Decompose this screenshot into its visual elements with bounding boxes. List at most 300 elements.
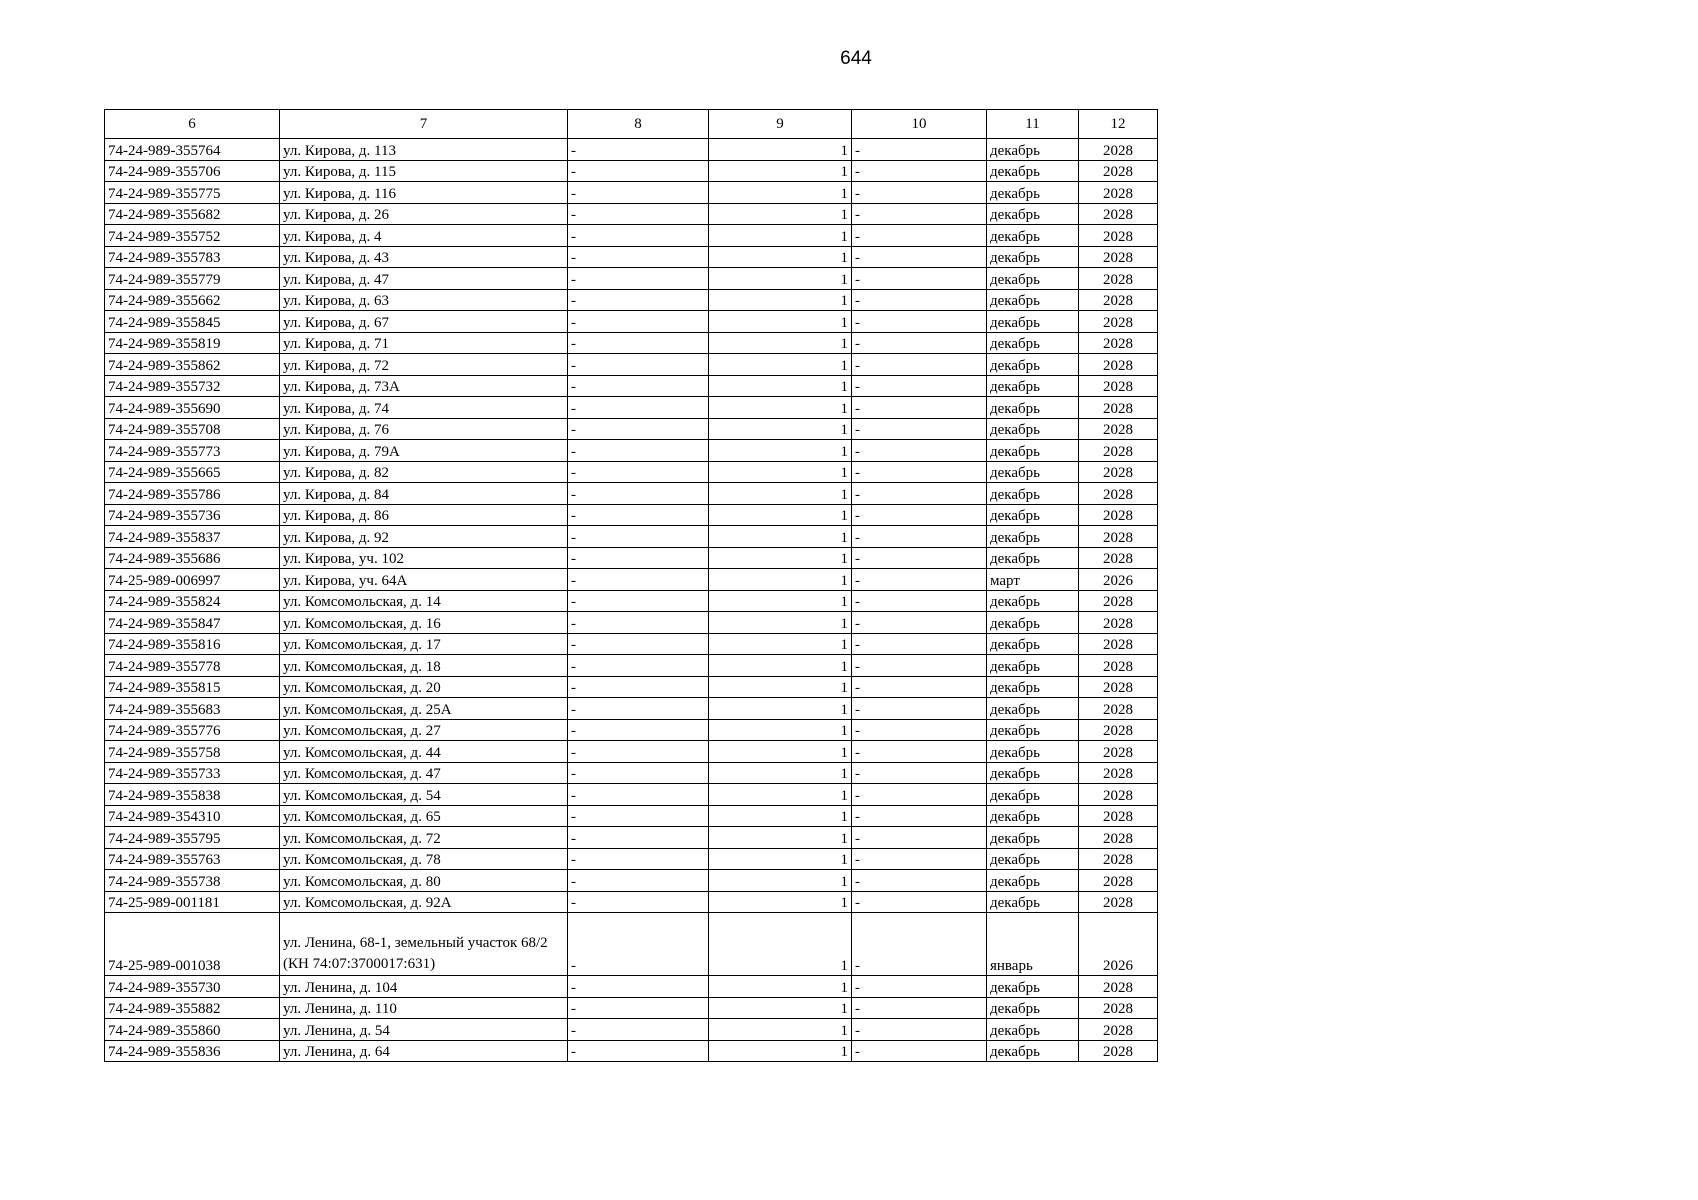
month-cell: декабрь: [987, 1019, 1079, 1041]
address-cell: ул. Комсомольская, д. 54: [280, 784, 568, 806]
count-cell: 1: [709, 655, 852, 677]
cadastral-number-cell: 74-24-989-355882: [105, 997, 280, 1019]
cadastral-number-cell: 74-24-989-355778: [105, 655, 280, 677]
year-cell: 2028: [1079, 612, 1158, 634]
address-cell: ул. Комсомольская, д. 92А: [280, 891, 568, 913]
year-cell: 2028: [1079, 1040, 1158, 1062]
cadastral-number-cell: 74-24-989-355752: [105, 225, 280, 247]
col8-cell: -: [568, 332, 709, 354]
count-cell: 1: [709, 612, 852, 634]
col8-cell: -: [568, 182, 709, 204]
year-cell: 2028: [1079, 719, 1158, 741]
month-cell: декабрь: [987, 504, 1079, 526]
col10-cell: -: [852, 504, 987, 526]
address-cell: ул. Кирова, д. 82: [280, 461, 568, 483]
table-row: [105, 784, 1158, 806]
col8-cell: -: [568, 526, 709, 548]
table-row: [105, 848, 1158, 870]
year-cell: 2028: [1079, 976, 1158, 998]
table-row: [105, 160, 1158, 182]
month-cell: декабрь: [987, 976, 1079, 998]
col8-cell: -: [568, 997, 709, 1019]
address-cell: ул. Кирова, уч. 64А: [280, 569, 568, 591]
year-cell: 2028: [1079, 698, 1158, 720]
table-row: [105, 182, 1158, 204]
year-cell: 2028: [1079, 440, 1158, 462]
address-cell: ул. Кирова, д. 74: [280, 397, 568, 419]
address-cell: ул. Кирова, уч. 102: [280, 547, 568, 569]
year-cell: 2026: [1079, 569, 1158, 591]
count-cell: 1: [709, 311, 852, 333]
month-cell: январь: [987, 913, 1079, 976]
table-row: [105, 354, 1158, 376]
col8-cell: -: [568, 397, 709, 419]
month-cell: декабрь: [987, 182, 1079, 204]
address-cell: ул. Ленина, д. 104: [280, 976, 568, 998]
count-cell: 1: [709, 440, 852, 462]
table-row: [105, 504, 1158, 526]
cadastral-number-cell: 74-24-989-355779: [105, 268, 280, 290]
col8-cell: -: [568, 461, 709, 483]
address-cell: ул. Комсомольская, д. 44: [280, 741, 568, 763]
count-cell: 1: [709, 354, 852, 376]
count-cell: 1: [709, 633, 852, 655]
col8-cell: -: [568, 719, 709, 741]
month-cell: декабрь: [987, 590, 1079, 612]
month-cell: декабрь: [987, 160, 1079, 182]
table-row: [105, 526, 1158, 548]
address-cell: ул. Кирова, д. 84: [280, 483, 568, 505]
cadastral-number-cell: 74-24-989-355838: [105, 784, 280, 806]
count-cell: 1: [709, 569, 852, 591]
year-cell: 2028: [1079, 1019, 1158, 1041]
count-cell: 1: [709, 483, 852, 505]
table-row: [105, 483, 1158, 505]
col10-cell: -: [852, 976, 987, 998]
cadastral-number-cell: 74-24-989-355706: [105, 160, 280, 182]
col10-cell: -: [852, 354, 987, 376]
year-cell: 2028: [1079, 997, 1158, 1019]
month-cell: декабрь: [987, 375, 1079, 397]
table-row: [105, 590, 1158, 612]
year-cell: 2028: [1079, 160, 1158, 182]
year-cell: 2028: [1079, 633, 1158, 655]
address-cell: ул. Кирова, д. 47: [280, 268, 568, 290]
cadastral-number-cell: 74-25-989-001038: [105, 913, 280, 976]
count-cell: 1: [709, 160, 852, 182]
month-cell: декабрь: [987, 311, 1079, 333]
address-cell: ул. Комсомольская, д. 16: [280, 612, 568, 634]
month-cell: декабрь: [987, 354, 1079, 376]
cadastral-number-cell: 74-24-989-355773: [105, 440, 280, 462]
col8-cell: -: [568, 418, 709, 440]
address-cell: ул. Кирова, д. 115: [280, 160, 568, 182]
year-cell: 2028: [1079, 461, 1158, 483]
address-cell: ул. Кирова, д. 72: [280, 354, 568, 376]
year-cell: 2028: [1079, 805, 1158, 827]
col10-cell: -: [852, 848, 987, 870]
col8-cell: -: [568, 827, 709, 849]
col8-cell: -: [568, 913, 709, 976]
col8-cell: -: [568, 1040, 709, 1062]
col10-cell: -: [852, 397, 987, 419]
table-row: [105, 547, 1158, 569]
col10-cell: -: [852, 440, 987, 462]
header-cell: 6: [105, 110, 280, 139]
month-cell: декабрь: [987, 139, 1079, 161]
month-cell: декабрь: [987, 440, 1079, 462]
col10-cell: -: [852, 762, 987, 784]
col8-cell: -: [568, 633, 709, 655]
address-cell: ул. Комсомольская, д. 27: [280, 719, 568, 741]
cadastral-number-cell: 74-24-989-355764: [105, 139, 280, 161]
col10-cell: -: [852, 612, 987, 634]
table-row: [105, 461, 1158, 483]
table-row: [105, 633, 1158, 655]
year-cell: 2028: [1079, 375, 1158, 397]
registry-table: [104, 109, 1158, 1062]
cadastral-number-cell: 74-24-989-355847: [105, 612, 280, 634]
address-cell: ул. Кирова, д. 76: [280, 418, 568, 440]
table-row: [105, 976, 1158, 998]
col8-cell: -: [568, 225, 709, 247]
address-cell: ул. Ленина, 68-1, земельный участок 68/2 (КН 74:07:3700017:631): [280, 913, 568, 976]
year-cell: 2028: [1079, 203, 1158, 225]
count-cell: 1: [709, 891, 852, 913]
col8-cell: -: [568, 976, 709, 998]
table-row: [105, 332, 1158, 354]
cadastral-number-cell: 74-24-989-355776: [105, 719, 280, 741]
col10-cell: -: [852, 246, 987, 268]
col8-cell: -: [568, 655, 709, 677]
count-cell: 1: [709, 997, 852, 1019]
col10-cell: -: [852, 913, 987, 976]
year-cell: 2028: [1079, 526, 1158, 548]
col10-cell: -: [852, 827, 987, 849]
count-cell: 1: [709, 526, 852, 548]
table-row: [105, 762, 1158, 784]
address-cell: ул. Ленина, д. 54: [280, 1019, 568, 1041]
address-cell: ул. Комсомольская, д. 18: [280, 655, 568, 677]
address-cell: ул. Кирова, д. 4: [280, 225, 568, 247]
table-row: [105, 375, 1158, 397]
month-cell: март: [987, 569, 1079, 591]
col8-cell: -: [568, 354, 709, 376]
year-cell: 2028: [1079, 741, 1158, 763]
col10-cell: -: [852, 1040, 987, 1062]
address-cell: ул. Ленина, д. 110: [280, 997, 568, 1019]
header-cell: 12: [1079, 110, 1158, 139]
address-cell: ул. Кирова, д. 67: [280, 311, 568, 333]
count-cell: 1: [709, 225, 852, 247]
cadastral-number-cell: 74-24-989-355682: [105, 203, 280, 225]
col10-cell: -: [852, 311, 987, 333]
header-cell: 9: [709, 110, 852, 139]
year-cell: 2028: [1079, 418, 1158, 440]
month-cell: декабрь: [987, 997, 1079, 1019]
count-cell: 1: [709, 590, 852, 612]
col10-cell: -: [852, 870, 987, 892]
cadastral-number-cell: 74-24-989-355758: [105, 741, 280, 763]
count-cell: 1: [709, 976, 852, 998]
col10-cell: -: [852, 1019, 987, 1041]
count-cell: 1: [709, 375, 852, 397]
cadastral-number-cell: 74-24-989-355815: [105, 676, 280, 698]
year-cell: 2028: [1079, 354, 1158, 376]
count-cell: 1: [709, 139, 852, 161]
header-cell: 11: [987, 110, 1079, 139]
count-cell: 1: [709, 676, 852, 698]
month-cell: декабрь: [987, 203, 1079, 225]
cadastral-number-cell: 74-24-989-355733: [105, 762, 280, 784]
count-cell: 1: [709, 203, 852, 225]
address-cell: ул. Комсомольская, д. 65: [280, 805, 568, 827]
address-cell: ул. Кирова, д. 63: [280, 289, 568, 311]
header-cell: 7: [280, 110, 568, 139]
col8-cell: -: [568, 698, 709, 720]
month-cell: декабрь: [987, 784, 1079, 806]
count-cell: 1: [709, 397, 852, 419]
address-cell: ул. Комсомольская, д. 20: [280, 676, 568, 698]
month-cell: декабрь: [987, 225, 1079, 247]
col10-cell: -: [852, 418, 987, 440]
table-row: [105, 719, 1158, 741]
table-row: [105, 698, 1158, 720]
table-row: [105, 676, 1158, 698]
month-cell: декабрь: [987, 418, 1079, 440]
table-row: [105, 268, 1158, 290]
year-cell: 2028: [1079, 139, 1158, 161]
year-cell: 2028: [1079, 547, 1158, 569]
month-cell: декабрь: [987, 870, 1079, 892]
col8-cell: -: [568, 440, 709, 462]
cadastral-number-cell: 74-24-989-355732: [105, 375, 280, 397]
cadastral-number-cell: 74-24-989-355783: [105, 246, 280, 268]
cadastral-number-cell: 74-24-989-355795: [105, 827, 280, 849]
month-cell: декабрь: [987, 289, 1079, 311]
count-cell: 1: [709, 762, 852, 784]
count-cell: 1: [709, 1040, 852, 1062]
cadastral-number-cell: 74-24-989-355837: [105, 526, 280, 548]
col8-cell: -: [568, 741, 709, 763]
table-row: [105, 741, 1158, 763]
address-cell: ул. Кирова, д. 26: [280, 203, 568, 225]
month-cell: декабрь: [987, 1040, 1079, 1062]
year-cell: 2026: [1079, 913, 1158, 976]
col10-cell: -: [852, 332, 987, 354]
cadastral-number-cell: 74-24-989-355708: [105, 418, 280, 440]
col8-cell: -: [568, 504, 709, 526]
month-cell: декабрь: [987, 698, 1079, 720]
month-cell: декабрь: [987, 483, 1079, 505]
col10-cell: -: [852, 997, 987, 1019]
year-cell: 2028: [1079, 332, 1158, 354]
month-cell: декабрь: [987, 332, 1079, 354]
count-cell: 1: [709, 805, 852, 827]
count-cell: 1: [709, 913, 852, 976]
count-cell: 1: [709, 268, 852, 290]
year-cell: 2028: [1079, 762, 1158, 784]
cadastral-number-cell: 74-24-989-354310: [105, 805, 280, 827]
col8-cell: -: [568, 784, 709, 806]
col10-cell: -: [852, 182, 987, 204]
table-header-row: [105, 110, 1158, 139]
header-cell: 10: [852, 110, 987, 139]
col10-cell: -: [852, 225, 987, 247]
col10-cell: -: [852, 805, 987, 827]
year-cell: 2028: [1079, 268, 1158, 290]
month-cell: декабрь: [987, 891, 1079, 913]
year-cell: 2028: [1079, 590, 1158, 612]
month-cell: декабрь: [987, 397, 1079, 419]
table-row: [105, 225, 1158, 247]
col10-cell: -: [852, 569, 987, 591]
col8-cell: -: [568, 203, 709, 225]
address-cell: ул. Комсомольская, д. 14: [280, 590, 568, 612]
address-cell: ул. Комсомольская, д. 80: [280, 870, 568, 892]
header-cell: 8: [568, 110, 709, 139]
col8-cell: -: [568, 289, 709, 311]
cadastral-number-cell: 74-24-989-355730: [105, 976, 280, 998]
month-cell: декабрь: [987, 526, 1079, 548]
address-cell: ул. Кирова, д. 116: [280, 182, 568, 204]
cadastral-number-cell: 74-24-989-355786: [105, 483, 280, 505]
table-row: [105, 289, 1158, 311]
col8-cell: -: [568, 160, 709, 182]
count-cell: 1: [709, 461, 852, 483]
col8-cell: -: [568, 870, 709, 892]
table-row: [105, 203, 1158, 225]
count-cell: 1: [709, 547, 852, 569]
address-cell: ул. Кирова, д. 73А: [280, 375, 568, 397]
cadastral-number-cell: 74-24-989-355860: [105, 1019, 280, 1041]
month-cell: декабрь: [987, 246, 1079, 268]
table-row: [105, 418, 1158, 440]
year-cell: 2028: [1079, 870, 1158, 892]
count-cell: 1: [709, 698, 852, 720]
col10-cell: -: [852, 719, 987, 741]
address-cell: ул. Комсомольская, д. 72: [280, 827, 568, 849]
count-cell: 1: [709, 719, 852, 741]
address-cell: ул. Комсомольская, д. 25А: [280, 698, 568, 720]
col10-cell: -: [852, 698, 987, 720]
address-cell: ул. Кирова, д. 92: [280, 526, 568, 548]
table-row: [105, 440, 1158, 462]
table-row: [105, 139, 1158, 161]
cadastral-number-cell: 74-24-989-355662: [105, 289, 280, 311]
col8-cell: -: [568, 139, 709, 161]
col10-cell: -: [852, 655, 987, 677]
col10-cell: -: [852, 461, 987, 483]
year-cell: 2028: [1079, 891, 1158, 913]
table-row: [105, 997, 1158, 1019]
year-cell: 2028: [1079, 182, 1158, 204]
cadastral-number-cell: 74-24-989-355738: [105, 870, 280, 892]
col10-cell: -: [852, 891, 987, 913]
col8-cell: -: [568, 676, 709, 698]
col8-cell: -: [568, 246, 709, 268]
month-cell: декабрь: [987, 655, 1079, 677]
table-row: [105, 246, 1158, 268]
year-cell: 2028: [1079, 289, 1158, 311]
address-cell: ул. Ленина, д. 64: [280, 1040, 568, 1062]
year-cell: 2028: [1079, 483, 1158, 505]
year-cell: 2028: [1079, 655, 1158, 677]
col10-cell: -: [852, 483, 987, 505]
cadastral-number-cell: 74-24-989-355686: [105, 547, 280, 569]
table-row: [105, 569, 1158, 591]
cadastral-number-cell: 74-24-989-355816: [105, 633, 280, 655]
col8-cell: -: [568, 375, 709, 397]
cadastral-number-cell: 74-24-989-355763: [105, 848, 280, 870]
address-cell: ул. Кирова, д. 79А: [280, 440, 568, 462]
count-cell: 1: [709, 784, 852, 806]
month-cell: декабрь: [987, 676, 1079, 698]
col8-cell: -: [568, 547, 709, 569]
col8-cell: -: [568, 590, 709, 612]
year-cell: 2028: [1079, 397, 1158, 419]
count-cell: 1: [709, 741, 852, 763]
table-row: [105, 1040, 1158, 1062]
table-row: [105, 397, 1158, 419]
count-cell: 1: [709, 246, 852, 268]
col8-cell: -: [568, 569, 709, 591]
table-row: [105, 805, 1158, 827]
cadastral-number-cell: 74-24-989-355824: [105, 590, 280, 612]
month-cell: декабрь: [987, 612, 1079, 634]
count-cell: 1: [709, 182, 852, 204]
col10-cell: -: [852, 633, 987, 655]
year-cell: 2028: [1079, 676, 1158, 698]
col10-cell: -: [852, 526, 987, 548]
year-cell: 2028: [1079, 827, 1158, 849]
col10-cell: -: [852, 203, 987, 225]
cadastral-number-cell: 74-24-989-355836: [105, 1040, 280, 1062]
table-row: [105, 827, 1158, 849]
month-cell: декабрь: [987, 268, 1079, 290]
month-cell: декабрь: [987, 633, 1079, 655]
table-row: [105, 913, 1158, 976]
address-cell: ул. Комсомольская, д. 78: [280, 848, 568, 870]
cadastral-number-cell: 74-24-989-355683: [105, 698, 280, 720]
col10-cell: -: [852, 676, 987, 698]
table-row: [105, 612, 1158, 634]
year-cell: 2028: [1079, 848, 1158, 870]
col10-cell: -: [852, 590, 987, 612]
address-cell: ул. Комсомольская, д. 17: [280, 633, 568, 655]
col8-cell: -: [568, 848, 709, 870]
col10-cell: -: [852, 139, 987, 161]
col8-cell: -: [568, 891, 709, 913]
year-cell: 2028: [1079, 784, 1158, 806]
table-row: [105, 655, 1158, 677]
address-cell: ул. Кирова, д. 113: [280, 139, 568, 161]
table-row: [105, 1019, 1158, 1041]
count-cell: 1: [709, 870, 852, 892]
count-cell: 1: [709, 504, 852, 526]
col10-cell: -: [852, 160, 987, 182]
col8-cell: -: [568, 805, 709, 827]
year-cell: 2028: [1079, 504, 1158, 526]
cadastral-number-cell: 74-25-989-006997: [105, 569, 280, 591]
count-cell: 1: [709, 332, 852, 354]
count-cell: 1: [709, 418, 852, 440]
col10-cell: -: [852, 375, 987, 397]
month-cell: декабрь: [987, 461, 1079, 483]
cadastral-number-cell: 74-25-989-001181: [105, 891, 280, 913]
col8-cell: -: [568, 612, 709, 634]
month-cell: декабрь: [987, 547, 1079, 569]
